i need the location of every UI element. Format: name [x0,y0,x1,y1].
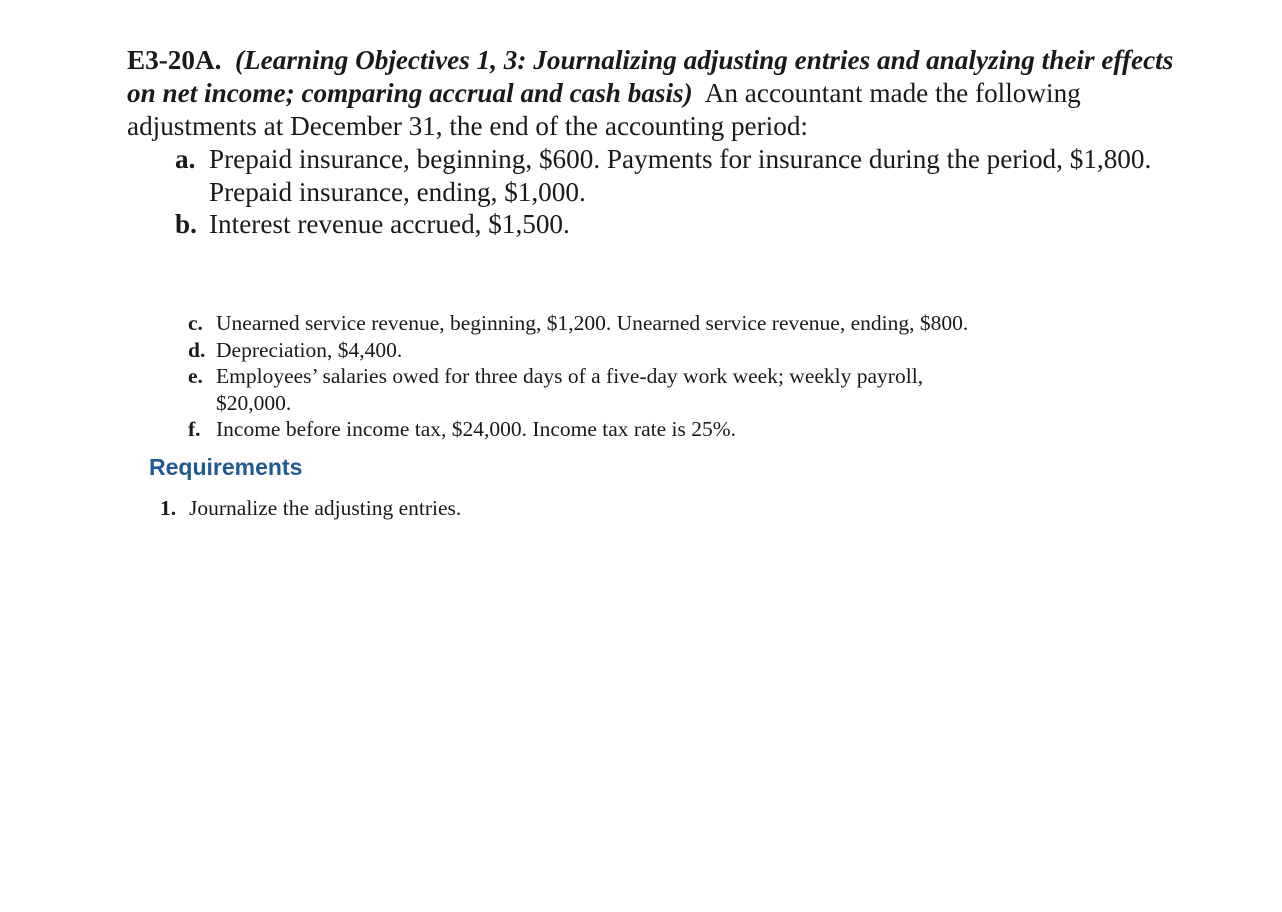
item-letter: a. [175,144,196,174]
requirement-number: 1. [160,496,177,520]
list-item [188,337,1088,364]
problem-intro: An accountant made the following adjustments at December 31, the end of the accounting period: [127,78,1081,141]
requirement-text: Journalize the adjusting entries. [189,496,462,520]
problem-id: E3-20A. [127,45,222,75]
list-item [175,208,1175,241]
item-text: Employees’ salaries owed for three days of a five-day work week; weekly payroll, $20,000. [216,364,924,415]
list-item [160,495,461,521]
list-item [188,416,1088,443]
adjustment-list-upper [175,143,1175,241]
item-text: Income before income tax, $24,000. Income tax rate is 25%. [216,417,736,442]
problem-statement [127,44,1187,143]
list-item [175,143,1175,208]
requirements-heading: Requirements [149,454,303,480]
item-letter: f. [188,417,201,442]
list-item [188,310,1088,337]
list-item [188,363,1088,416]
item-text: Prepaid insurance, beginning, $600. Payments for insurance during the period, $1,800. Prepaid insurance, ending, $1,000. [209,144,1152,207]
item-letter: d. [188,337,206,362]
item-letter: c. [188,311,203,335]
adjustment-list-lower [188,310,1088,443]
learning-objectives: (Learning Objectives 1, 3: Journalizing adjusting entries and analyzing their effects on net income; comparing accrual and cash basis) [127,45,1174,108]
item-letter: b. [175,209,197,239]
item-text: Depreciation, $4,400. [216,337,403,362]
item-text: Interest revenue accrued, $1,500. [209,209,570,239]
requirements-list [160,495,461,521]
item-letter: e. [188,364,203,389]
item-text: Unearned service revenue, beginning, $1,200. Unearned service revenue, ending, $800. [216,311,969,335]
